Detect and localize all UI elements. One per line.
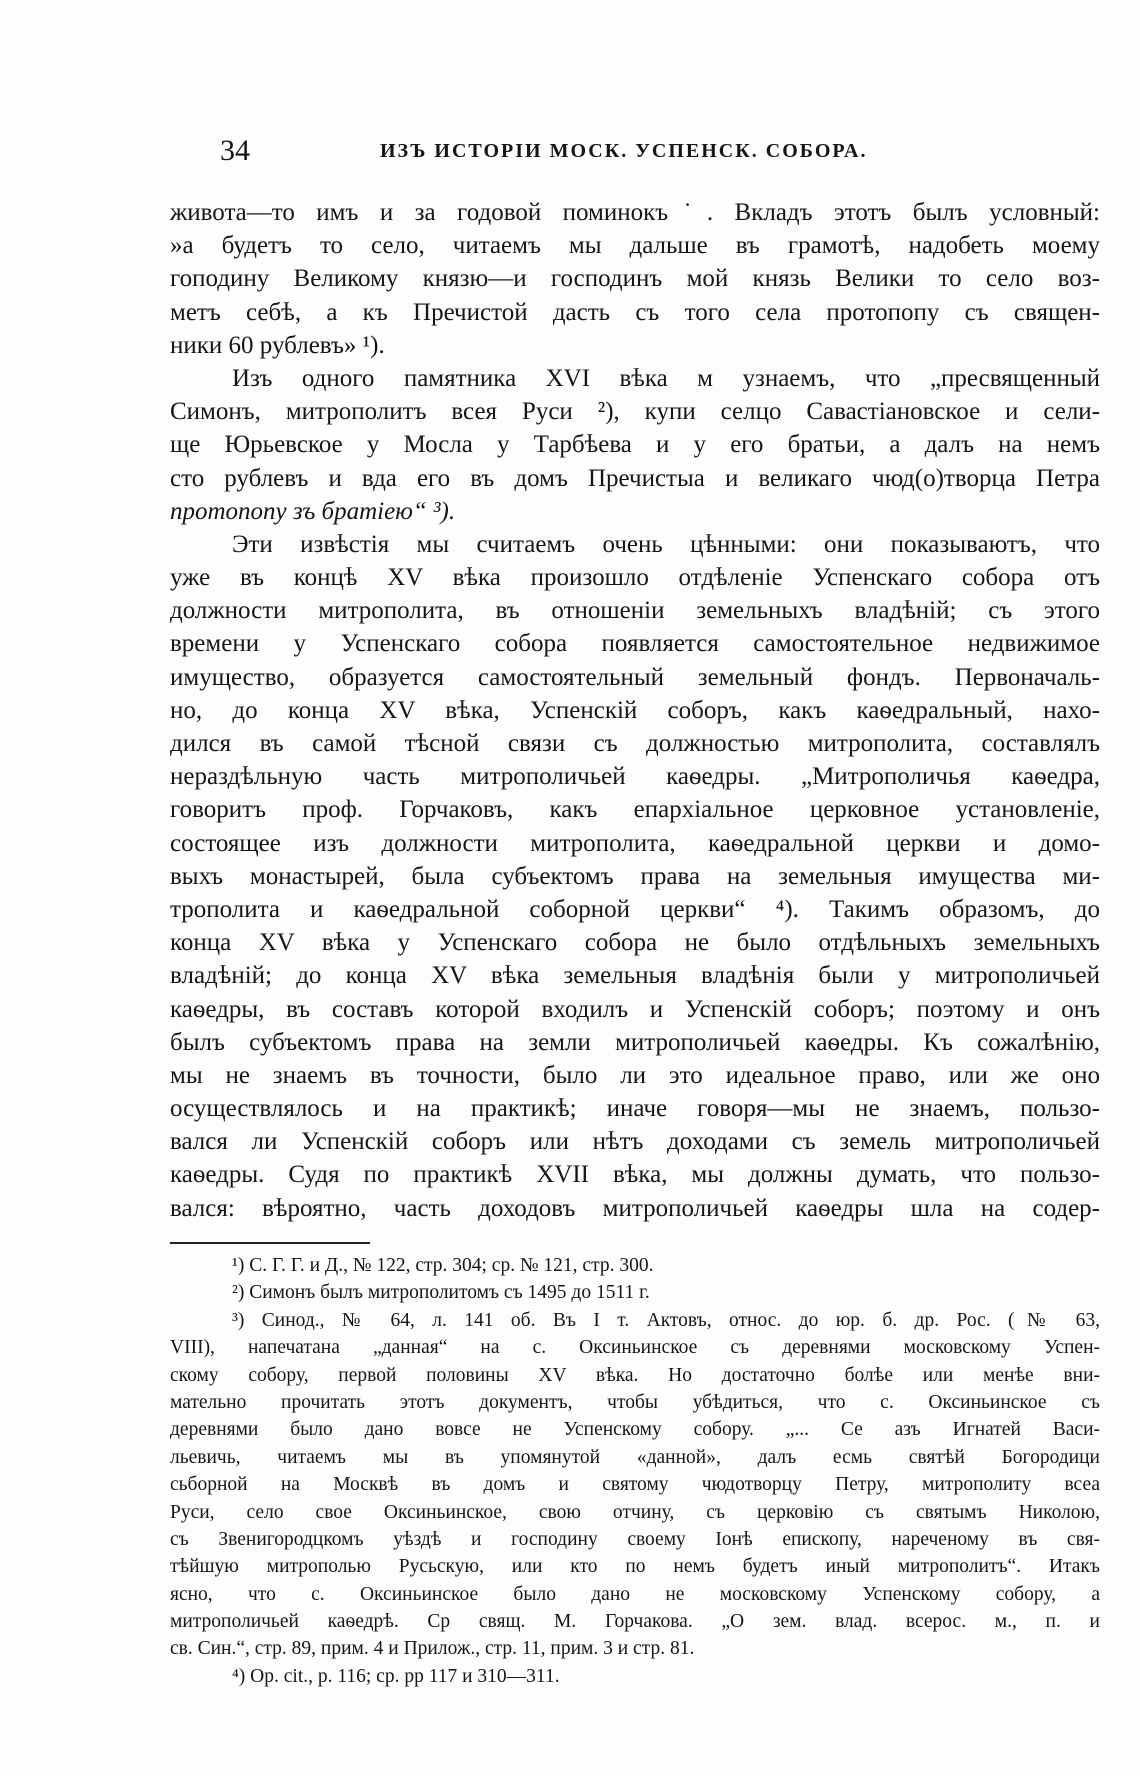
body-line: дился въ самой тѣсной связи съ должностью митрополита, составлялъ [170, 730, 1100, 757]
footnotes [170, 1252, 1100, 1690]
footnote-line: деревнями было дано вовсе не Успенскому собору. „... Се азъ Игнатей Васи- [170, 1419, 1100, 1441]
body-line: Эти извѣстія мы считаемъ очень цѣнными: они показываютъ, что [232, 530, 1100, 558]
body-line: »а будетъ то село, читаемъ мы дальше въ грамотѣ, надобеть моему [170, 232, 1100, 260]
body-line: но, до конца XV вѣка, Успенскій соборъ, какъ каѳедральный, нахо- [170, 696, 1100, 724]
running-title: ИЗЪ ИСТОРІИ МОСК. УСПЕНСК. СОБОРА. [380, 140, 868, 162]
footnote-line: сьборной на Москвѣ въ домъ и святому чюдотворцу Петру, митрополиту всеа [170, 1474, 1100, 1496]
footnote-line: митрополичьей каѳедрѣ. Ср свящ. М. Горчакова. „О зем. влад. всерос. м., п. и [170, 1611, 1100, 1633]
body-line: говоритъ проф. Горчаковъ, какъ епархіальное церковное установленіе, [170, 796, 1100, 824]
body-line: ще Юрьевское у Мосла у Тарбѣева и у его братьи, а далъ на немъ [170, 431, 1100, 459]
footnote-line: скому собору, первой половины XV вѣка. Но достаточно болѣе или менѣе вни- [170, 1364, 1100, 1386]
footnote-line: ³) Синод., № 64, л. 141 об. Въ I т. Актовъ, относ. до юр. б. др. Рос. (№ 63, [232, 1309, 1100, 1331]
body-line: живота—то имъ и за годовой поминокъ˙. Вкладъ этотъ былъ условный: [170, 199, 1100, 226]
body-line: метъ себѣ, а къ Пречистой дасть съ того села протопопу съ священ- [170, 298, 1100, 326]
body-line: владѣній; до конца XV вѣка земельныя владѣнія были у митрополичьей [170, 962, 1100, 990]
body-line: уже въ концѣ XV вѣка произошло отдѣленіе Успенскаго собора отъ [170, 564, 1100, 592]
footnote-line: ²) Симонъ былъ митрополитомъ съ 1495 до 1511 г. [232, 1282, 650, 1304]
footnote-line: VIII), напечатана „данная“ на с. Оксиньинское съ деревнями московскому Успен- [170, 1337, 1100, 1359]
page-number: 34 [220, 134, 250, 167]
body-line: мы не знаемъ въ точности, было ли это идеальное право, или же оно [170, 1061, 1100, 1089]
body-text [170, 196, 1100, 1225]
footnote-line: съ Звенигородцкомъ уѣздѣ и господину своему Іонѣ епископу, нареченому въ свя- [170, 1528, 1100, 1550]
body-line: конца XV вѣка у Успенскаго собора не было отдѣльныхъ земельныхъ [170, 929, 1100, 957]
body-line: нераздѣльную часть митрополичьей каѳедры. „Митрополичья каѳедра, [170, 763, 1100, 791]
footnote-line: мательно прочитать этотъ документъ, чтобы убѣдиться, что с. Оксиньинское съ [170, 1391, 1100, 1413]
body-line-italic: протопопу зъ братіею“ ³). [170, 497, 456, 525]
body-line: имущество, образуется самостоятельный земельный фондъ. Первоначаль- [170, 663, 1100, 691]
body-line: сто рублевъ и вда его въ домъ Пречистыа и великаго чюд(о)творца Петра [170, 464, 1100, 492]
body-line: должности митрополита, въ отношеніи земельныхъ владѣній; съ этого [170, 597, 1100, 625]
footnote-line: ⁴) Op. cit., p. 116; ср. pp 117 и 310—311. [232, 1665, 560, 1687]
body-line: трополита и каѳедральной соборной церкви“ ⁴). Такимъ образомъ, до [170, 895, 1100, 923]
body-line: каѳедры, въ составъ которой входилъ и Успенскій соборъ; поэтому и онъ [170, 995, 1100, 1023]
body-line: состоящее изъ должности митрополита, каѳедральной церкви и домо- [170, 829, 1100, 857]
footnote-line: ¹) С. Г. Г. и Д., № 122, стр. 304; ср. № 121, стр. 300. [232, 1255, 654, 1276]
footnote-line: тѣйшую митрополью Русьскую, или кто по немъ будетъ иный митрополитъ“. Итакъ [170, 1556, 1100, 1578]
footnote-line: св. Син.“, стр. 89, прим. 4 и Прилож., стр. 11, прим. 3 и стр. 81. [170, 1638, 695, 1660]
body-line: выхъ монастырей, была субъектомъ права на земельныя имущества ми- [170, 862, 1100, 890]
body-line: гоподину Великому князю—и господинъ мой князь Велики то село воз- [170, 265, 1100, 293]
footnote-line: льевичь, читаемъ мы въ упомянутой «данной», далъ есмь святѣй Богородици [170, 1446, 1100, 1468]
page-header [170, 134, 1100, 168]
footnote-line: Руси, село свое Оксиньинское, свою отчину, съ церковію съ святымъ Николою, [170, 1501, 1100, 1523]
body-line: осуществлялось и на практикѣ; иначе говоря—мы не знаемъ, пользо- [170, 1095, 1100, 1123]
body-line: вался ли Успенскій соборъ или нѣтъ доходами съ земель митрополичьей [170, 1128, 1100, 1156]
footnote-separator [170, 1242, 370, 1244]
body-line: вался: вѣроятно, часть доходовъ митрополичьей каѳедры шла на содер- [170, 1194, 1100, 1222]
footnote-line: ясно, что с. Оксиньинское было дано не московскому Успенскому собору, а [170, 1583, 1100, 1605]
body-line: времени у Успенскаго собора появляется самостоятельное недвижимое [170, 630, 1100, 658]
body-line: Изъ одного памятника XVI вѣка м узнаемъ, что „пресвященный [232, 364, 1100, 392]
body-line: Симонъ, митрополитъ всея Руси ²), купи селцо Савастіановское и сели- [170, 398, 1100, 426]
body-line: былъ субъектомъ права на земли митрополичьей каѳедры. Къ сожалѣнію, [170, 1028, 1100, 1056]
body-line: ники 60 рублевъ» ¹). [170, 331, 385, 359]
body-line: каѳедры. Судя по практикѣ XVII вѣка, мы должны думать, что пользо- [170, 1161, 1100, 1189]
